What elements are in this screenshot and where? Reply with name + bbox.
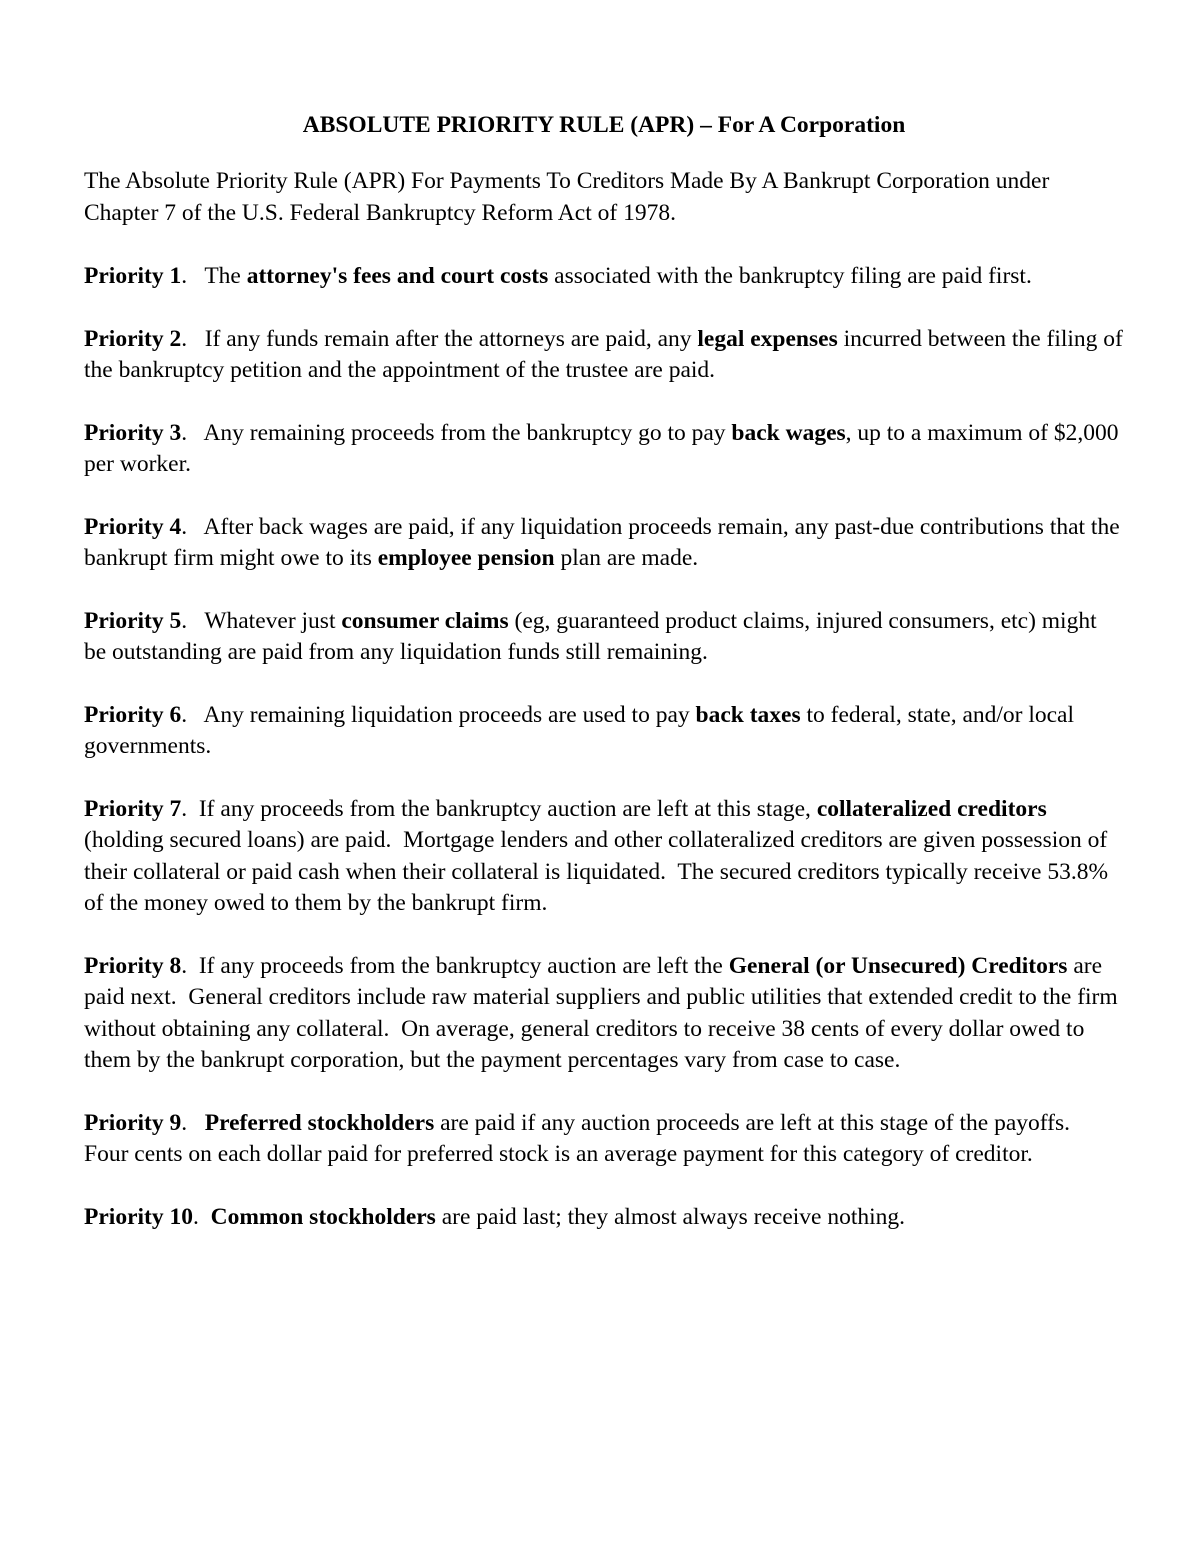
- priority-label: Priority 8: [84, 952, 182, 979]
- priority-item: [84, 1108, 1124, 1171]
- priority-emphasis: back taxes: [695, 701, 801, 728]
- priority-label: Priority 7: [84, 795, 182, 822]
- intro-paragraph: The Absolute Priority Rule (APR) For Payments To Creditors Made By A Bankrupt Corporation under Chapter 7 of the U.S. Federal Bankruptcy Reform Act of 1978.: [84, 168, 1050, 226]
- priority-emphasis: attorney's fees and court costs: [246, 263, 549, 289]
- priority-item: [84, 794, 1124, 920]
- priority-item: [84, 512, 1124, 575]
- document-title: ABSOLUTE PRIORITY RULE (APR) – For A Corporation: [302, 112, 906, 138]
- priority-emphasis: Preferred stockholders: [204, 1109, 435, 1136]
- priority-item: [84, 418, 1124, 481]
- priority-text: to federal, state, and/or local governments.: [84, 701, 1080, 759]
- priority-text: Any remaining liquidation proceeds are used to pay: [203, 701, 696, 728]
- priority-emphasis: back wages: [731, 419, 846, 446]
- priority-label: Priority 6: [84, 701, 182, 728]
- priority-label: Priority 1: [84, 263, 182, 289]
- priority-list: [84, 261, 1129, 1233]
- priority-separator: .: [181, 263, 205, 289]
- priority-item: [84, 1202, 1124, 1234]
- priority-text: are paid if any auction proceeds are left at this stage of the payoffs. Four cents on each dollar paid for preferred stock is an average payment for this category of creditor.: [84, 1109, 1082, 1167]
- priority-text: associated with the bankruptcy filing are paid first.: [548, 263, 1032, 289]
- priority-text: plan are made.: [554, 545, 699, 571]
- priority-text: (eg, guaranteed product claims, injured consumers, etc) might be outstanding are paid from any liquidation funds still remaining.: [84, 607, 1103, 665]
- priority-emphasis: consumer claims: [341, 607, 509, 634]
- priority-text: are paid next. General creditors include raw material suppliers and public utilities that extended credit to the firm without obtaining any collateral. On average, general creditors to receive 38 cents of every dollar owed to them by the bankrupt corporation, but the payment percentages vary from case to case.: [84, 952, 1124, 1073]
- priority-separator: .: [192, 1203, 211, 1230]
- priority-separator: .: [181, 1109, 205, 1136]
- priority-emphasis: legal expenses: [697, 325, 838, 352]
- priority-emphasis: General (or Unsecured) Creditors: [728, 952, 1068, 979]
- priority-text: If any funds remain after the attorneys are paid, any: [204, 325, 698, 352]
- priority-text: The: [204, 263, 247, 289]
- priority-label: Priority 5: [84, 607, 182, 634]
- priority-separator: .: [181, 325, 205, 352]
- priority-label: Priority 3: [84, 419, 182, 446]
- priority-label: Priority 2: [84, 325, 182, 352]
- priority-label: Priority 10: [84, 1203, 193, 1230]
- priority-text: After back wages are paid, if any liquidation proceeds remain, any past-due contributions that the bankrupt firm might owe to its: [84, 513, 1126, 571]
- priority-separator: .: [181, 419, 204, 446]
- priority-item: [84, 606, 1124, 669]
- priority-separator: .: [181, 513, 204, 540]
- priority-emphasis: employee pension: [377, 545, 555, 571]
- priority-separator: .: [181, 701, 204, 728]
- priority-text: Whatever just: [204, 607, 342, 634]
- priority-emphasis: Common stockholders: [210, 1203, 436, 1230]
- priority-text: (holding secured loans) are paid. Mortgage lenders and other collateralized creditors are given possession of their collateral or paid cash when their collateral is liquidated. The secured creditors typically receive 53.8% of the money owed to them by the bankrupt firm.: [84, 795, 1114, 916]
- priority-text: incurred between the filing of the bankruptcy petition and the appointment of the trustee are paid.: [84, 325, 1129, 383]
- priority-item: [84, 700, 1124, 763]
- priority-text: are paid last; they almost always receive nothing.: [435, 1203, 906, 1230]
- priority-item: [84, 261, 1124, 293]
- priority-text: If any proceeds from the bankruptcy auction are left at this stage,: [198, 795, 817, 822]
- priority-label: Priority 4: [84, 513, 182, 540]
- priority-text: , up to a maximum of $2,000 per worker.: [84, 419, 1125, 477]
- priority-separator: .: [181, 607, 205, 634]
- priority-separator: .: [181, 795, 199, 822]
- priority-emphasis: collateralized creditors: [816, 795, 1047, 822]
- priority-text: Any remaining proceeds from the bankruptcy go to pay: [203, 419, 732, 446]
- priority-item: [84, 951, 1124, 1077]
- priority-text: If any proceeds from the bankruptcy auction are left the: [198, 952, 729, 979]
- priority-item: [84, 324, 1129, 387]
- priority-label: Priority 9: [84, 1109, 182, 1136]
- priority-separator: .: [181, 952, 199, 979]
- document-page: [84, 108, 1129, 1264]
